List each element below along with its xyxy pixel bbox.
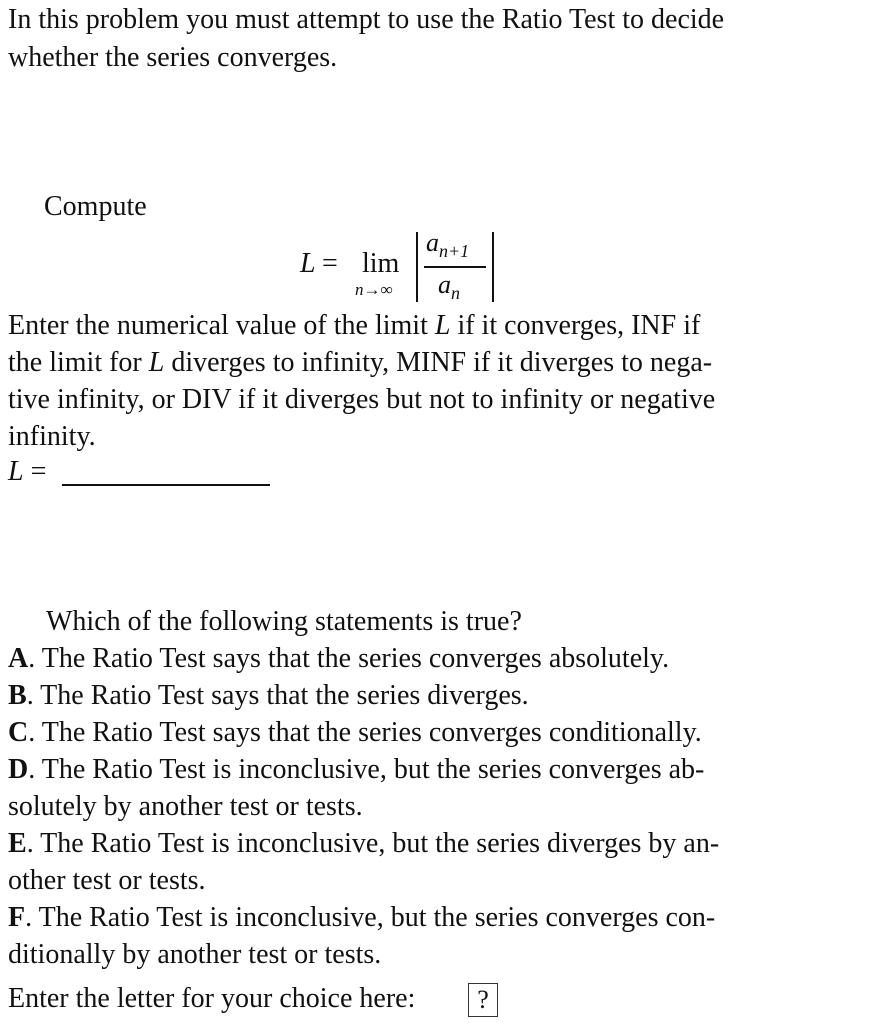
formula-lhs: L [300, 248, 316, 279]
instructions-line-2: the limit for L diverges to infinity, MINF if it diverges to nega- [8, 347, 713, 378]
option-e-continued: other test or tests. [8, 865, 206, 896]
option-f: F. The Ratio Test is inconclusive, but the series converges con- [8, 902, 716, 933]
option-f-continued: ditionally by another test or tests. [8, 939, 382, 970]
abs-bar-left [416, 232, 418, 302]
option-a: A. The Ratio Test says that the series converges absolutely. [8, 643, 670, 674]
answer-L-label: L = [8, 456, 47, 487]
option-b: B. The Ratio Test says that the series diverges. [8, 680, 529, 711]
formula-numerator: $a_{n+1}$ [426, 228, 470, 262]
formula-lim: lim [362, 248, 400, 279]
intro-line-2: whether the series converges. [8, 42, 338, 73]
choice-input[interactable]: ? [468, 983, 498, 1017]
formula-limit-subscript: n→∞ [355, 280, 393, 299]
option-e: E. The Ratio Test is inconclusive, but the series diverges by an- [8, 828, 720, 859]
option-d: D. The Ratio Test is inconclusive, but the series converges ab- [8, 754, 705, 785]
compute-label: Compute [44, 191, 147, 222]
abs-bar-right [492, 232, 494, 302]
instructions-line-4: infinity. [8, 421, 96, 452]
formula-denominator: $a_n$ [438, 270, 460, 304]
answer-L-underline [62, 484, 270, 486]
choice-prompt: Enter the letter for your choice here: [8, 983, 416, 1014]
question-text: Which of the following statements is true? [46, 606, 522, 637]
ratio-limit-formula [300, 226, 520, 306]
fraction-line [424, 266, 486, 268]
answer-L-input[interactable] [64, 452, 268, 482]
option-d-continued: solutely by another test or tests. [8, 791, 363, 822]
formula-equals: = [322, 248, 338, 279]
option-c: C. The Ratio Test says that the series converges conditionally. [8, 717, 702, 748]
instructions-line-1: Enter the numerical value of the limit L if it converges, INF if [8, 310, 701, 341]
instructions-line-3: tive infinity, or DIV if it diverges but not to infinity or negative [8, 384, 716, 415]
intro-line-1: In this problem you must attempt to use the Ratio Test to decide [8, 4, 725, 35]
